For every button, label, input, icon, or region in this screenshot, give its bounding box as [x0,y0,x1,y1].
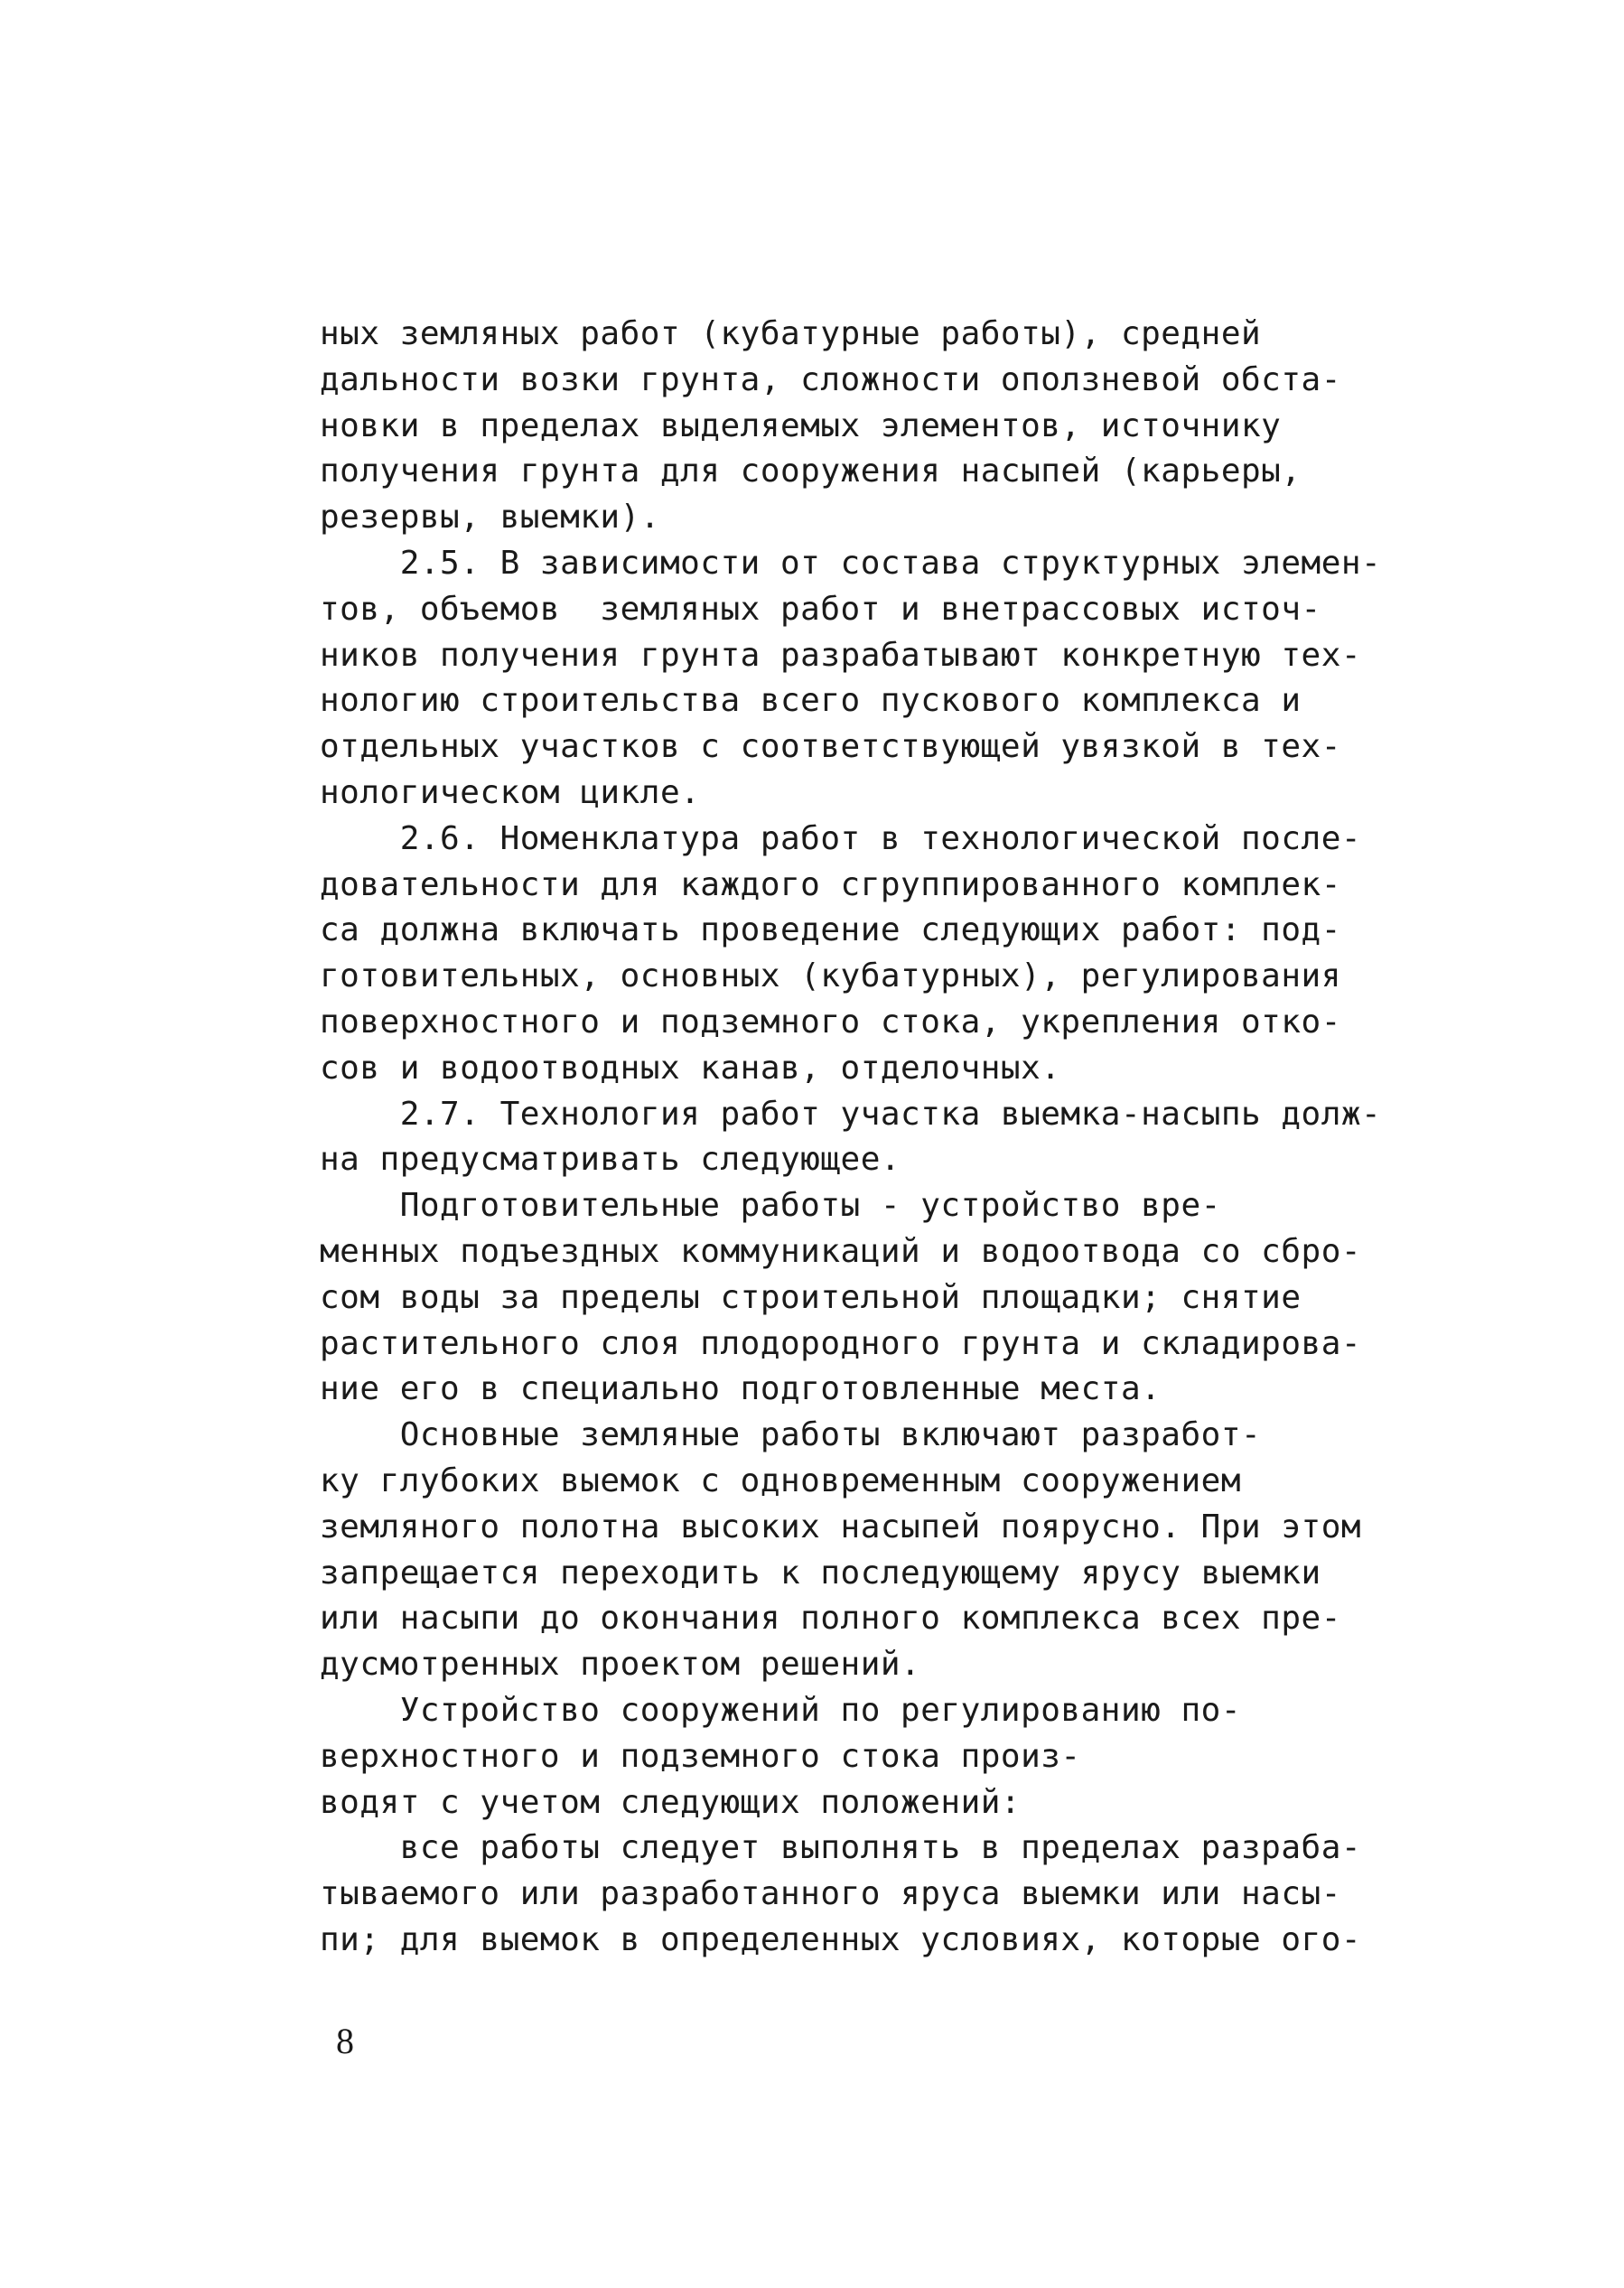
text-line: Основные земляные работы включают разработ- [320,1416,1262,1454]
text-line: са должна включать проведение следующих работ: под- [320,911,1341,949]
page-text-body [320,312,1494,1964]
text-line: довательности для каждого сгруппированного комплек- [320,865,1341,903]
text-line: ников получения грунта разрабатывают конкретную тех- [320,636,1362,674]
text-line: водят с учетом следующих положений: [320,1783,1022,1821]
text-line: дусмотренных проектом решений. [320,1646,921,1684]
text-line: готовительных, основных (кубатурных), регулирования [320,957,1341,995]
text-line: или насыпи до окончания полного комплекса всех пре- [320,1600,1341,1638]
text-line: тываемого или разработанного яруса выемки или насы- [320,1875,1341,1913]
text-line: нологию строительства всего пускового комплекса и [320,682,1302,720]
text-line: тов, объемов земляных работ и внетрассовых источ- [320,590,1321,628]
text-line: ных земляных работ (кубатурные работы), средней [320,315,1262,352]
text-line: 2.5. В зависимости от состава структурных элемен- [320,544,1382,582]
text-line: отдельных участков с соответствующей увязкой в тех- [320,728,1341,766]
text-line: на предусматривать следующее. [320,1141,901,1179]
text-line: Подготовительные работы - устройство вре- [320,1187,1221,1225]
text-line: менных подъездных коммуникаций и водоотвода со сбро- [320,1232,1362,1270]
text-line: новки в пределах выделяемых элементов, источнику [320,406,1282,444]
text-line: получения грунта для сооружения насыпей (карьеры, [320,453,1302,490]
text-line: все работы следует выполнять в пределах разраба- [320,1829,1362,1867]
text-line: земляного полотна высоких насыпей поярусно. При этом [320,1508,1362,1546]
text-line: дальности возки грунта, сложности оползневой обста- [320,360,1341,398]
text-line: сом воды за пределы строительной площадки; снятие [320,1278,1302,1316]
text-line: сов и водоотводных канав, отделочных. [320,1049,1061,1087]
text-line: ку глубоких выемок с одновременным сооружением [320,1462,1241,1499]
text-line: поверхностного и подземного стока, укрепления отко- [320,1003,1341,1041]
text-line: 2.6. Номенклатура работ в технологической после- [320,819,1362,857]
text-line: 2.7. Технология работ участка выемка-насыпь долж- [320,1095,1382,1133]
text-line: Устройство сооружений по регулированию по- [320,1691,1241,1729]
text-line: нологическом цикле. [320,773,701,811]
text-line: пи; для выемок в определенных условиях, которые ого- [320,1920,1362,1958]
text-line: запрещается переходить к последующему ярусу выемки [320,1554,1321,1592]
text-line: растительного слоя плодородного грунта и складирова- [320,1324,1362,1362]
page-number: 8 [336,2021,354,2061]
text-line: резервы, выемки). [320,499,660,537]
text-line: верхностного и подземного стока произ- [320,1737,1081,1775]
text-line: ние его в специально подготовленные места. [320,1370,1162,1408]
